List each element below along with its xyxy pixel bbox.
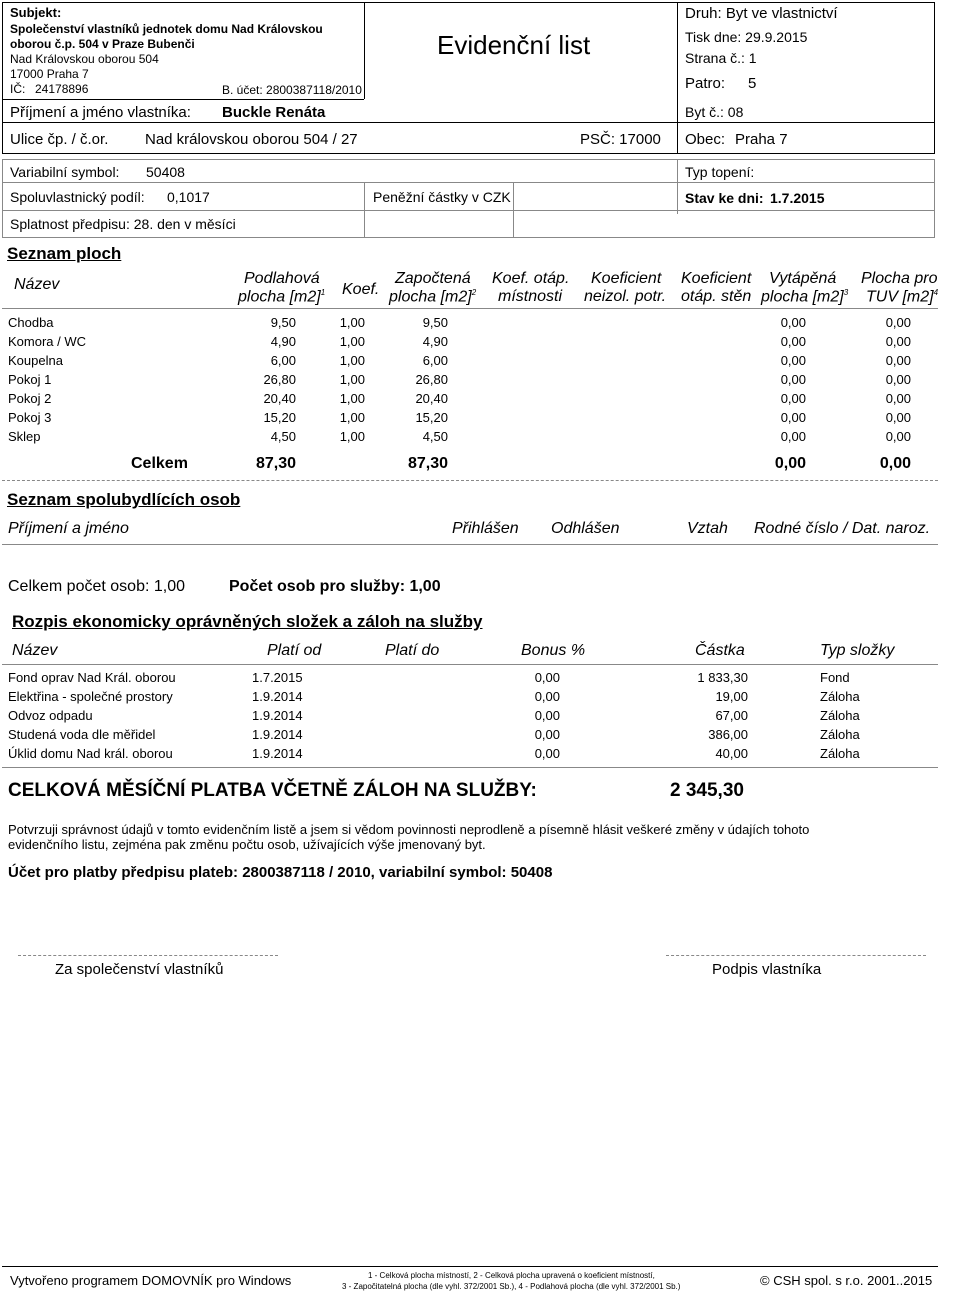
col-vytapena-2 bbox=[761, 288, 848, 306]
col-koef-otap-1: Koef. otáp. bbox=[492, 270, 570, 287]
col-tuv-1: Plocha pro bbox=[861, 270, 938, 287]
plochy-cell-zapoctena: 20,40 bbox=[415, 391, 448, 406]
slozky-cell-typ: Záloha bbox=[820, 727, 860, 742]
slozky-end-line bbox=[2, 767, 938, 768]
plochy-cell-vytapena: 0,00 bbox=[780, 391, 806, 406]
col-zapoctena-2 bbox=[389, 288, 476, 306]
slozky-cell-od: 1.7.2015 bbox=[252, 670, 303, 685]
slozky-cell-nazev: Odvoz odpadu bbox=[8, 708, 93, 723]
slozky-cell-od: 1.9.2014 bbox=[252, 746, 303, 761]
header-divider bbox=[2, 153, 935, 154]
header-border-bottom bbox=[2, 122, 935, 123]
plochy-header-line bbox=[2, 308, 938, 309]
plochy-cell-tuv: 0,00 bbox=[885, 353, 911, 368]
col-vytapena-1: Vytápěná bbox=[769, 270, 837, 287]
obec-label: Obec: bbox=[685, 131, 726, 148]
byt-cislo: Byt č.: 08 bbox=[685, 104, 744, 120]
slozky-cell-bonus: 0,00 bbox=[534, 689, 560, 704]
plochy-cell-zapoctena: 26,80 bbox=[415, 372, 448, 387]
ic-value: 24178896 bbox=[35, 82, 89, 96]
plochy-cell-podlahova: 9,50 bbox=[270, 315, 296, 330]
subject-address-line1: Nad Královskou oborou 504 bbox=[10, 52, 159, 66]
pocet-osob-sluzby: Počet osob pro služby: 1,00 bbox=[229, 578, 441, 595]
plochy-cell-vytapena: 0,00 bbox=[780, 334, 806, 349]
col-podlahova-sup: 1 bbox=[320, 288, 326, 297]
plochy-cell-nazev: Pokoj 3 bbox=[8, 410, 52, 425]
plochy-cell-nazev: Koupelna bbox=[8, 353, 63, 368]
plochy-total-zapoctena: 87,30 bbox=[407, 455, 448, 472]
plochy-cell-vytapena: 0,00 bbox=[780, 353, 806, 368]
tisk-dne: Tisk dne: 29.9.2015 bbox=[685, 29, 808, 45]
statement-line2: evidenčního listu, zejména pak změnu počtu osob, užívajících výše jmenovaný byt. bbox=[8, 837, 486, 852]
header-owner-line bbox=[2, 99, 364, 100]
plochy-cell-nazev: Komora / WC bbox=[8, 334, 87, 349]
subject-name-line2: oborou č.p. 504 v Praze Bubenči bbox=[10, 37, 195, 51]
info-border-bottom bbox=[2, 237, 935, 238]
signature-line-left bbox=[18, 955, 278, 956]
slozky-cell-bonus: 0,00 bbox=[534, 746, 560, 761]
slozky-cell-castka: 1 833,30 bbox=[697, 670, 748, 685]
platba-label: CELKOVÁ MĚSÍČNÍ PLATBA VČETNĚ ZÁLOH NA SLUŽBY: bbox=[8, 780, 537, 801]
plochy-total-divider bbox=[2, 480, 938, 481]
castky-mena: Peněžní částky v CZK bbox=[373, 189, 511, 205]
slozky-cell-castka: 386,00 bbox=[708, 727, 748, 742]
slozky-cell-od: 1.9.2014 bbox=[252, 689, 303, 704]
plochy-cell-zapoctena: 9,50 bbox=[422, 315, 448, 330]
info-hline-1 bbox=[2, 182, 935, 183]
plochy-cell-zapoctena: 6,00 bbox=[422, 353, 448, 368]
plochy-cell-nazev: Pokoj 1 bbox=[8, 372, 52, 387]
plochy-cell-vytapena: 0,00 bbox=[780, 410, 806, 425]
patro-value: 5 bbox=[748, 75, 757, 92]
col-vytapena-2-text: plocha [m2] bbox=[761, 288, 844, 306]
ic-label: IČ: bbox=[10, 82, 26, 96]
plochy-cell-koef: 1,00 bbox=[339, 372, 365, 387]
col-prihlasen: Přihlášen bbox=[452, 520, 519, 537]
plochy-total-tuv: 0,00 bbox=[879, 455, 911, 472]
slozky-cell-typ: Záloha bbox=[820, 708, 860, 723]
osoby-section-title: Seznam spolubydlících osob bbox=[7, 490, 241, 509]
street-label: Ulice čp. / č.or. bbox=[10, 131, 109, 148]
header-vline-1 bbox=[364, 2, 365, 99]
plochy-total-label: Celkem bbox=[131, 455, 188, 472]
slozky-cell-castka: 19,00 bbox=[715, 689, 748, 704]
slozky-col-castka: Částka bbox=[695, 642, 745, 659]
plochy-cell-podlahova: 26,80 bbox=[263, 372, 296, 387]
slozky-header-line bbox=[2, 664, 938, 665]
slozky-cell-od: 1.9.2014 bbox=[252, 727, 303, 742]
slozky-cell-typ: Záloha bbox=[820, 689, 860, 704]
info-hline-2 bbox=[2, 210, 935, 211]
subject-address-line2: 17000 Praha 7 bbox=[10, 67, 89, 81]
osoby-header-line bbox=[2, 544, 938, 545]
col-podlahova-2 bbox=[238, 288, 325, 306]
statement-line1: Potvrzuji správnost údajů v tomto evidenčním listě a jsem si vědom povinnosti neprodleně a písemně hlásit veškeré změny v údajích tohoto bbox=[8, 822, 810, 837]
slozky-cell-typ: Fond bbox=[820, 670, 850, 685]
subject-name-line1: Společenství vlastníků jednotek domu Nad Královskou bbox=[10, 22, 323, 36]
header-border-right bbox=[934, 2, 935, 153]
slozky-col-plati-do: Platí do bbox=[385, 642, 440, 659]
plochy-cell-tuv: 0,00 bbox=[885, 334, 911, 349]
slozky-cell-castka: 67,00 bbox=[715, 708, 748, 723]
variabilni-value: 50408 bbox=[146, 164, 185, 180]
info-border-right bbox=[934, 159, 935, 237]
typ-topeni: Typ topení: bbox=[685, 164, 755, 180]
col-zapoctena-1: Započtená bbox=[395, 270, 471, 287]
splatnost: Splatnost předpisu: 28. den v měsíci bbox=[10, 216, 236, 232]
footer-program: Vytvořeno programem DOMOVNÍK pro Windows bbox=[10, 1273, 292, 1288]
plochy-cell-nazev: Sklep bbox=[8, 429, 41, 444]
slozky-cell-castka: 40,00 bbox=[715, 746, 748, 761]
col-vytapena-sup: 3 bbox=[843, 288, 849, 297]
col-koef-otap-2: místnosti bbox=[498, 288, 563, 305]
platba-value: 2 345,30 bbox=[670, 780, 744, 801]
col-zapoctena-2-text: plocha [m2] bbox=[389, 288, 472, 306]
slozky-cell-nazev: Elektřina - společné prostory bbox=[8, 689, 173, 704]
slozky-section-title: Rozpis ekonomicky oprávněných složek a záloh na služby bbox=[12, 612, 483, 631]
plochy-cell-zapoctena: 4,50 bbox=[422, 429, 448, 444]
col-tuv-2 bbox=[866, 288, 938, 306]
ucet-line: Účet pro platby předpisu plateb: 2800387118 / 2010, variabilní symbol: 50408 bbox=[8, 864, 553, 881]
info-border-left bbox=[2, 159, 3, 237]
header-border-left bbox=[2, 2, 3, 153]
psc: PSČ: 17000 bbox=[580, 131, 661, 148]
plochy-section-title: Seznam ploch bbox=[7, 244, 122, 263]
patro-label: Patro: bbox=[685, 75, 726, 92]
signature-right-label: Podpis vlastníka bbox=[712, 961, 822, 978]
plochy-cell-koef: 1,00 bbox=[339, 353, 365, 368]
variabilni-label: Variabilní symbol: bbox=[10, 164, 120, 180]
plochy-cell-tuv: 0,00 bbox=[885, 391, 911, 406]
plochy-cell-koef: 1,00 bbox=[339, 334, 365, 349]
plochy-cell-tuv: 0,00 bbox=[885, 372, 911, 387]
slozky-cell-nazev: Úklid domu Nad král. oborou bbox=[8, 746, 173, 761]
druh: Druh: Byt ve vlastnictví bbox=[685, 5, 838, 22]
slozky-cell-bonus: 0,00 bbox=[534, 727, 560, 742]
col-koef-neizol-2: neizol. potr. bbox=[584, 288, 667, 305]
footer-note-2: 3 - Započitatelná plocha (dle vyhl. 372/2001 Sb.), 4 - Podlahová plocha (dle vyhl. 372/2001 Sb.) bbox=[342, 1282, 681, 1291]
plochy-cell-podlahova: 20,40 bbox=[263, 391, 296, 406]
signature-line-right bbox=[666, 955, 926, 956]
plochy-cell-koef: 1,00 bbox=[339, 391, 365, 406]
col-rodne-cislo: Rodné číslo / Dat. naroz. bbox=[754, 520, 931, 537]
stav-value: 1.7.2015 bbox=[770, 190, 825, 206]
plochy-total-podlahova: 87,30 bbox=[255, 455, 296, 472]
slozky-col-nazev: Název bbox=[12, 642, 58, 659]
plochy-cell-koef: 1,00 bbox=[339, 315, 365, 330]
slozky-cell-od: 1.9.2014 bbox=[252, 708, 303, 723]
strana: Strana č.: 1 bbox=[685, 50, 757, 66]
plochy-total-vytapena: 0,00 bbox=[774, 455, 806, 472]
plochy-cell-zapoctena: 15,20 bbox=[415, 410, 448, 425]
podil-label: Spoluvlastnický podíl: bbox=[10, 189, 145, 205]
slozky-col-bonus: Bonus % bbox=[521, 642, 586, 659]
slozky-col-typ: Typ složky bbox=[820, 642, 895, 659]
slozky-cell-bonus: 0,00 bbox=[534, 708, 560, 723]
plochy-cell-podlahova: 6,00 bbox=[270, 353, 296, 368]
col-tuv-2-text: TUV [m2] bbox=[866, 288, 934, 306]
plochy-cell-podlahova: 4,50 bbox=[270, 429, 296, 444]
plochy-cell-koef: 1,00 bbox=[339, 429, 365, 444]
col-koef-neizol-1: Koeficient bbox=[591, 270, 662, 287]
slozky-cell-bonus: 0,00 bbox=[534, 670, 560, 685]
plochy-cell-tuv: 0,00 bbox=[885, 429, 911, 444]
plochy-cell-vytapena: 0,00 bbox=[780, 315, 806, 330]
col-zapoctena-sup: 2 bbox=[471, 288, 477, 297]
plochy-cell-tuv: 0,00 bbox=[885, 410, 911, 425]
col-nazev: Název bbox=[14, 276, 60, 293]
page-title: Evidenční list bbox=[437, 30, 591, 60]
subject-label: Subjekt: bbox=[10, 5, 62, 20]
plochy-cell-vytapena: 0,00 bbox=[780, 372, 806, 387]
info-border-top bbox=[2, 159, 935, 160]
signature-left-label: Za společenství vlastníků bbox=[55, 961, 224, 978]
obec-value: Praha 7 bbox=[735, 131, 788, 148]
footer-line bbox=[2, 1266, 938, 1267]
col-koef-sten-2: otáp. stěn bbox=[681, 288, 752, 305]
slozky-cell-typ: Záloha bbox=[820, 746, 860, 761]
plochy-cell-tuv: 0,00 bbox=[885, 315, 911, 330]
col-podlahova-2-text: plocha [m2] bbox=[238, 288, 321, 306]
stav-label: Stav ke dni: bbox=[685, 190, 764, 206]
plochy-cell-vytapena: 0,00 bbox=[780, 429, 806, 444]
col-tuv-sup: 4 bbox=[933, 288, 939, 297]
col-prijmeni: Příjmení a jméno bbox=[8, 520, 129, 537]
bank-account: B. účet: 2800387118/2010 bbox=[222, 83, 362, 97]
plochy-cell-zapoctena: 4,90 bbox=[422, 334, 448, 349]
plochy-cell-podlahova: 15,20 bbox=[263, 410, 296, 425]
plochy-cell-koef: 1,00 bbox=[339, 410, 365, 425]
info-vline-3 bbox=[677, 159, 678, 214]
celkem-pocet-osob: Celkem počet osob: 1,00 bbox=[8, 578, 185, 595]
plochy-cell-nazev: Pokoj 2 bbox=[8, 391, 52, 406]
col-vztah: Vztah bbox=[687, 520, 728, 537]
podil-value: 0,1017 bbox=[167, 189, 210, 205]
footer-copyright: © CSH spol. s r.o. 2001..2015 bbox=[760, 1273, 933, 1288]
plochy-cell-nazev: Chodba bbox=[8, 315, 54, 330]
footer-note-1: 1 - Celková plocha místností, 2 - Celková plocha upravená o koeficient místností, bbox=[368, 1271, 655, 1280]
slozky-col-plati-od: Platí od bbox=[267, 642, 322, 659]
owner-value: Buckle Renáta bbox=[222, 104, 326, 121]
col-odhlasen: Odhlášen bbox=[551, 520, 620, 537]
header-border-top bbox=[2, 2, 935, 3]
owner-label: Příjmení a jméno vlastníka: bbox=[10, 104, 191, 121]
slozky-cell-nazev: Studená voda dle měřidel bbox=[8, 727, 156, 742]
col-koef-sten-1: Koeficient bbox=[681, 270, 752, 287]
slozky-cell-nazev: Fond oprav Nad Král. oborou bbox=[8, 670, 176, 685]
col-podlahova-1: Podlahová bbox=[244, 270, 320, 287]
street-value: Nad královskou oborou 504 / 27 bbox=[145, 131, 358, 148]
col-koef: Koef. bbox=[342, 281, 380, 298]
header-vline-2 bbox=[677, 2, 678, 153]
plochy-cell-podlahova: 4,90 bbox=[270, 334, 296, 349]
